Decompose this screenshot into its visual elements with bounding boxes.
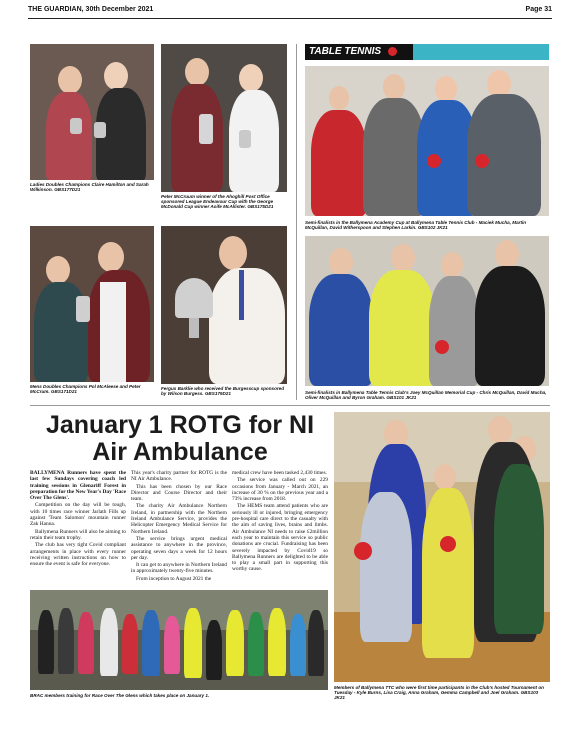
header-date: THE GUARDIAN, 30th December 2021 <box>28 6 154 13</box>
article-paragraph: The service brings urgent medical assistance to anywhere in the province, operating seven days a week for 12 hours per day. <box>131 535 227 561</box>
article-paragraph: medical crew have been tasked 2,430 times. <box>232 470 327 476</box>
article-paragraph: The charity Air Ambulance Northern Ireland, in partnership with the Northern Ireland Ambulance Service, provides the Helicopter Emergency Medical Service for Northern Ireland. <box>131 503 227 535</box>
page-header <box>28 6 552 18</box>
photo-memorial-cup-semifinalists <box>305 236 549 386</box>
article-paragraph: The service was called out on 229 occasions from January - March 2021, an increase of 30 % on the previous year and a 73% increase from 2018. <box>232 477 328 503</box>
header-rule <box>28 18 552 19</box>
article-paragraph: Competition on the day will be tough, with 10 times race winner Jarlath Fills up against 'Team Salomon' mountain runner Zak Hanna. <box>30 502 126 528</box>
caption-mccrum-cup: Peter McCruum winner of the Ahoghill Post Office sponsored League Endeavour Cup with the George McDonald Cup winner Aoife McAllister. GBS175D21 <box>161 194 274 210</box>
caption-ladies-doubles: Ladies Doubles Champions Claire Hamilton and Sarah Wilkinson. GBS177D21 <box>30 182 149 193</box>
section-divider <box>30 405 550 406</box>
paddle-icon <box>388 47 397 56</box>
article-paragraph: The HEMS team attend patients who are seriously ill or injured, bringing emergency pre-hospital care direct to the casualty with the aim of saving lives, brains and limbs. Air Ambulance NI needs to raise £2million each year to maintain this service so public donations are crucial. Fundraising has been severely impacted by Covid19 so Ballymena Runners are delighted to be able to play a small part in supporting this worthy cause. <box>232 503 328 573</box>
article-paragraph: This has been chosen by our Race Director and Course Director and their team. <box>131 483 227 503</box>
article-paragraph: From inception to August 2021 the <box>136 575 212 582</box>
article-paragraph: It can get to anywhere in Northern Ireland in approximately twenty-five minutes. <box>131 562 227 575</box>
article-paragraph: BALLYMENA Runners have spent the last few Sundays covering coach led training sessions in Glenariff Forest in preparation for the New Year's Day 'Race Over The Glens'. <box>30 470 127 502</box>
table-tennis-logo <box>305 44 413 60</box>
header-page-number: Page 31 <box>525 6 552 13</box>
photo-mens-doubles <box>30 226 154 382</box>
caption-fergus-barklie: Fergus Barklie who received the Burgesscup sponsored by Wilson Burgess. GBS179D21 <box>161 386 285 397</box>
caption-academy-cup-semifinalists: Semi-finalists in the Ballymena Academy Cup at Ballymena Table Tennis Club - Maciek Mucha, Martin McQuillan, David Witherspoon and Stephen Larkin. GBS102 JK21 <box>305 220 527 231</box>
caption-ttc-members: Members of Ballymena TTC who were first time participants in the Club's hosted Tournament on Tuesday - Kyle Burns, Lisa Craig, Anna Graham, Gemma Campbell and Joel Graham. GBS103 JK21 <box>334 685 544 701</box>
caption-mens-doubles: Mens Doubles Champions Pol McAleese and Peter McCrum. GBS171D21 <box>30 384 141 395</box>
article-headline: January 1 ROTG for NI Air Ambulance <box>45 411 315 466</box>
column-divider <box>296 44 297 400</box>
photo-fergus-barklie <box>161 226 287 384</box>
article-column-1 <box>30 470 126 568</box>
photo-mccrum-cup <box>161 44 287 192</box>
caption-brac-training: BRAC members training for Race Over The Glens which takes place on January 1. <box>30 693 210 698</box>
photo-brac-training <box>30 590 328 690</box>
photo-ladies-doubles <box>30 44 154 180</box>
article-paragraph: The club has very tight Covid compliant arrangements in place with every runner receiving written instructions on how to ensure the event is safe for everyone. <box>30 542 126 568</box>
article-paragraph: Ballymena Runners will also be aiming to retain their team trophy. <box>30 528 126 541</box>
caption-memorial-cup-semifinalists: Semi-finalists in Ballymena Table Tennis Club's Joey McQuillan Memorial Cup - Chris McQuillan, David Mucha, Oliver McQuillan and Byron Graham. GBS101 JK21 <box>305 390 547 401</box>
article-paragraph: This year's charity partner for ROTG is the NI Air Ambulance. <box>131 470 227 483</box>
photo-academy-cup-semifinalists <box>305 66 549 216</box>
article-column-3 <box>232 470 328 574</box>
article-column-2 <box>131 470 227 583</box>
table-tennis-label: TABLE TENNIS <box>309 46 382 57</box>
photo-ttc-members <box>334 412 550 682</box>
